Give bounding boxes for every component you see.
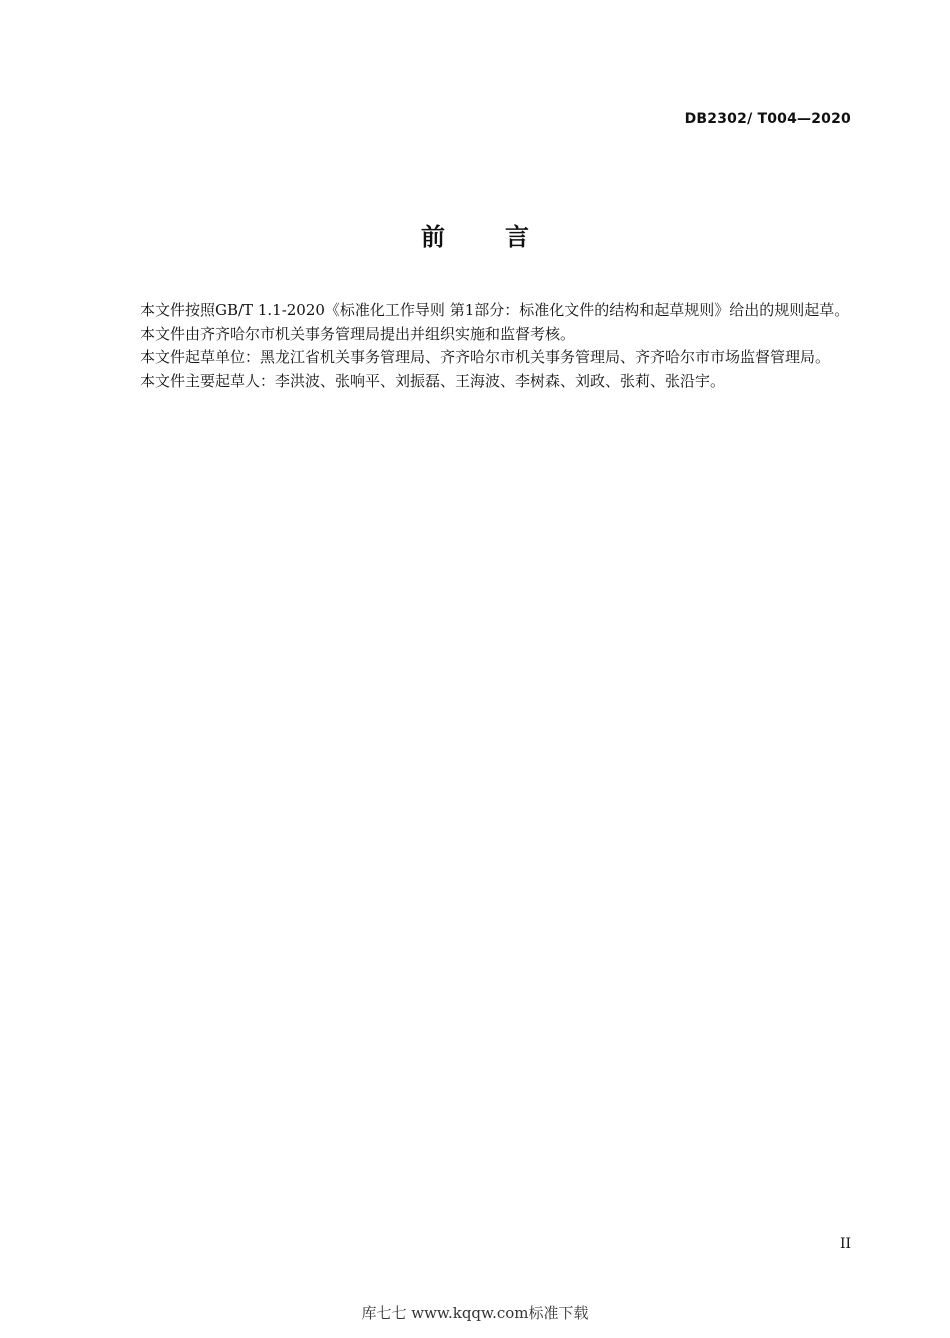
paragraph-proposer: 本文件由齐齐哈尔市机关事务管理局提出并组织实施和监督考核。 [140, 324, 576, 343]
paragraph-drafting-units: 本文件起草单位：黑龙江省机关事务管理局、齐齐哈尔市机关事务管理局、齐齐哈尔市市场监督管理局。 [140, 348, 831, 366]
foreword-body [110, 299, 858, 393]
paragraph-drafters: 本文件主要起草人：李洪波、张响平、刘振磊、王海波、李树森、刘政、张莉、张沿宇。 [140, 371, 726, 390]
page-title: 前言 [421, 223, 589, 251]
page-number: II [839, 1236, 851, 1252]
footer-watermark: 库七七 www.kqqw.com标准下载 [361, 1304, 589, 1322]
paragraph-drafting-rules: 本文件按照GB/T 1.1-2020《标准化工作导则 第1部分：标准化文件的结构和起草规则》给出的规则起草。 [140, 301, 850, 319]
document-code: DB2302/ T004—2020 [684, 111, 851, 127]
